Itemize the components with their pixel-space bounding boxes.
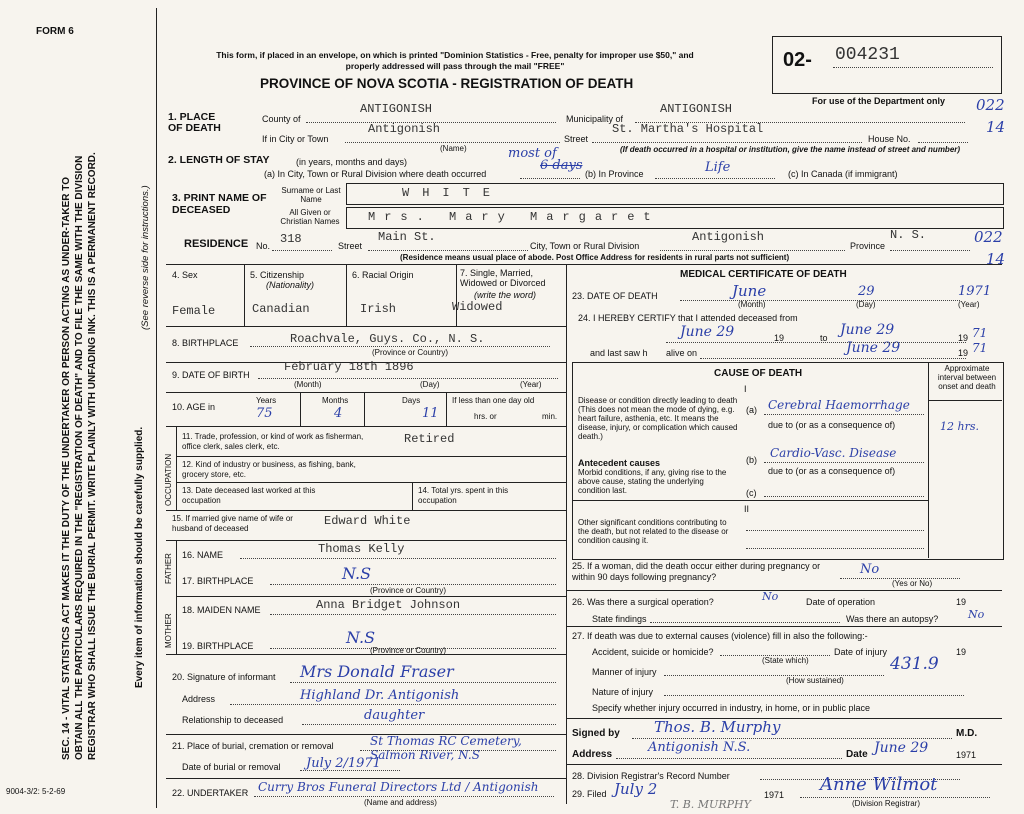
age-months-label: Months: [322, 396, 349, 405]
residence-city-label: City, Town or Rural Division: [530, 241, 640, 251]
op-year-label: 19: [956, 597, 967, 607]
signed-date: June 29: [874, 740, 929, 756]
undertaker-signature: T. B. MURPHY: [670, 798, 751, 811]
q25-sub: (Yes or No): [892, 579, 933, 588]
father-bp-label: 17. BIRTHPLACE: [182, 576, 254, 586]
stay-a-value: 6 days: [540, 158, 583, 173]
filed-year: 1971: [764, 790, 785, 800]
marital-label: 7. Single, Married, Widowed or Divorced: [460, 268, 546, 288]
municipality-value: ANTIGONISH: [660, 102, 733, 116]
mother-name-label: 18. MAIDEN NAME: [182, 605, 261, 615]
cause-a-label: (a): [746, 405, 757, 415]
stay-b-value: Life: [705, 160, 731, 175]
min-label: min.: [542, 412, 558, 421]
county-label: County of: [262, 114, 301, 124]
stay-a-label: (a) In City, Town or Rural Division where death occurred: [264, 169, 487, 179]
father-name: Thomas Kelly: [318, 542, 405, 556]
city-label: If in City or Town: [262, 134, 329, 144]
dob-year-label: (Year): [520, 380, 542, 389]
age-months-value: 4: [334, 406, 343, 421]
autopsy-value: No: [968, 608, 985, 621]
reg-number: 004231: [835, 45, 900, 65]
stay-desc: (in years, months and days): [296, 157, 408, 167]
info-notice: Every item of information should be carefully supplied.: [134, 426, 145, 688]
cause-code: 431.9: [890, 654, 939, 674]
residence-street: Main St.: [378, 230, 436, 244]
marital-value: Widowed: [452, 300, 503, 314]
cause-b-value: Cardio-Vasc. Disease: [770, 446, 897, 460]
residence-no-label: No.: [256, 241, 271, 251]
cause-title: CAUSE OF DEATH: [714, 368, 803, 379]
injury-date-label: Date of injury: [834, 647, 888, 657]
surname-value: WHITE: [402, 186, 504, 200]
hrs-label: hrs. or: [474, 412, 497, 421]
street-value: St. Martha's Hospital: [612, 122, 764, 136]
cause-b-label: (b): [746, 455, 757, 465]
dept-code-3: 022: [974, 228, 1003, 246]
citizenship-label: 5. Citizenship: [250, 270, 305, 280]
alive-yr: 71: [972, 341, 988, 355]
physician-signature: Thos. B. Murphy: [654, 718, 781, 736]
age-days-label: Days: [402, 396, 421, 405]
informant-addr-label: Address: [182, 694, 216, 704]
dod-day: 29: [858, 284, 875, 299]
residence-prov-label: Province: [850, 241, 886, 251]
dod-year-label: (Year): [958, 300, 980, 309]
state-which-label: (State which): [762, 656, 809, 665]
attended-to: June 29: [840, 322, 895, 338]
dept-code-1: 022: [976, 96, 1005, 114]
father-side-label: FATHER: [164, 553, 173, 584]
stay-label: 2. LENGTH OF STAY: [168, 154, 270, 166]
father-bp: N.S: [342, 564, 372, 583]
informant-address: Highland Dr. Antigonish: [300, 688, 460, 703]
racial-value: Irish: [360, 302, 397, 316]
burial-date: July 2/1971: [306, 756, 381, 771]
part-two: II: [744, 504, 750, 514]
dod-label: 23. DATE OF DEATH: [572, 291, 658, 301]
house-label: House No.: [868, 134, 911, 144]
last-worked-label: 13. Date deceased last worked at this occupation: [182, 486, 316, 505]
other-conditions-label: Other significant conditions contributing to the death, but not related to the disease or condition causing it.: [578, 518, 729, 545]
registrar-number-label: 28. Division Registrar's Record Number: [572, 771, 730, 781]
certify-label: 24. I HEREBY CERTIFY that I attended deceased from: [578, 313, 798, 323]
relationship-value: daughter: [364, 708, 425, 723]
registrar-signature: Anne Wilmot: [820, 774, 938, 795]
md-label: M.D.: [956, 728, 978, 739]
father-name-label: 16. NAME: [182, 550, 224, 560]
to-label: to: [820, 333, 828, 343]
nature-label: Nature of injury: [592, 687, 654, 697]
birthplace-label: 8. BIRTHPLACE: [172, 338, 239, 348]
physician-address: Antigonish N.S.: [648, 740, 751, 755]
sex-value: Female: [172, 304, 216, 318]
undertaker-value: Curry Bros Funeral Directors Ltd / Antigonish: [258, 780, 539, 794]
cause-a-value: Cerebral Haemorrhage: [768, 398, 910, 412]
surname-label: Surname or Last Name: [281, 186, 341, 204]
filed-label: 29. Filed: [572, 789, 607, 799]
total-years-label: 14. Total yrs. spent in this occupation: [418, 486, 509, 505]
stay-annotation: most of: [508, 146, 557, 161]
burial-place: St Thomas RC Cemetery, Salmon River, N.S: [370, 734, 522, 762]
signed-year: 1971: [956, 750, 977, 760]
manner-label: Manner of injury: [592, 667, 657, 677]
alive-date: June 29: [846, 340, 901, 356]
op-date-label: Date of operation: [806, 597, 876, 607]
sex-label: 4. Sex: [172, 270, 198, 280]
dod-month-label: (Month): [738, 300, 766, 309]
findings-label: State findings: [592, 614, 647, 624]
antecedent-label: Antecedent causes: [578, 458, 661, 468]
q26-label: 26. Was there a surgical operation?: [572, 597, 714, 607]
how-sustained-label: (How sustained): [786, 676, 844, 685]
margin-rule: [156, 8, 157, 808]
informant-sig-label: 20. Signature of informant: [172, 672, 276, 682]
cause-a-interval: 12 hrs.: [940, 420, 979, 433]
registration-number-box: [772, 36, 1002, 94]
trade-label: 11. Trade, profession, or kind of work as fisherman, office clerk, sales clerk, etc.: [182, 432, 364, 451]
occupation-side-label: OCCUPATION: [164, 453, 173, 506]
mother-bp-label: 19. BIRTHPLACE: [182, 641, 254, 651]
footer-code: 9004-3/2: 5-2-69: [6, 787, 66, 796]
spouse-value: Edward White: [324, 514, 411, 528]
autopsy-label: Was there an autopsy?: [846, 614, 939, 624]
where-label: Specify whether injury occurred in industry, in home, or in public place: [592, 703, 870, 713]
given-value: Mrs. Mary Margaret: [368, 210, 660, 224]
undertaker-sub: (Name and address): [364, 798, 437, 807]
medical-title: MEDICAL CERTIFICATE OF DEATH: [680, 269, 847, 280]
residence-label: RESIDENCE: [184, 238, 249, 250]
mother-name: Anna Bridget Johnson: [316, 598, 461, 612]
marital-sub: (write the word): [474, 290, 537, 300]
mother-bp-sub: (Province or Country): [370, 646, 447, 655]
accident-label: Accident, suicide or homicide?: [592, 647, 714, 657]
signed-addr-label: Address: [572, 749, 613, 760]
dob-value: February 18th 1896: [284, 360, 414, 374]
age-years-label: Years: [256, 396, 277, 405]
q25-value: No: [860, 562, 880, 577]
father-bp-sub: (Province or Country): [370, 586, 447, 595]
attended-from: June 29: [680, 324, 735, 340]
part-one: I: [744, 384, 747, 394]
mother-bp: N.S: [346, 628, 376, 647]
q27-label: 27. If death was due to external causes (violence) fill in also the following:-: [572, 631, 868, 641]
birthplace-sub: (Province or Country): [372, 348, 449, 357]
relationship-label: Relationship to deceased: [182, 715, 284, 725]
dept-code-2: 14: [986, 118, 1006, 136]
due-to-b: due to (or as a consequence of): [768, 466, 896, 476]
residence-no: 318: [280, 232, 302, 246]
age-days-value: 11: [422, 406, 439, 421]
birthplace-value: Roachvale, Guys. Co., N. S.: [290, 332, 485, 346]
street-label: Street: [564, 134, 589, 144]
trade-value: Retired: [404, 432, 455, 446]
city-value: Antigonish: [368, 122, 441, 136]
name-sublabel: (Name): [440, 144, 467, 153]
racial-label: 6. Racial Origin: [352, 270, 414, 280]
attended-to-yr-prefix: 19: [958, 333, 969, 343]
dod-day-label: (Day): [856, 300, 876, 309]
citizenship-sub: (Nationality): [266, 280, 315, 290]
page-title: PROVINCE OF NOVA SCOTIA - REGISTRATION OF DEATH: [260, 76, 634, 91]
mail-notice: This form, if placed in an envelope, on which is printed "Dominion Statistics - Free, penalty for improper use $50," and properly addressed will pass through the mail "FREE": [216, 50, 694, 71]
deceased-name-label: 3. PRINT NAME OF DECEASED: [172, 192, 267, 216]
burial-label: 21. Place of burial, cremation or removal: [172, 741, 334, 751]
given-label: All Given or Christian Names: [280, 208, 340, 226]
industry-label: 12. Kind of industry or business, as fishing, bank, grocery store, etc.: [182, 460, 356, 479]
dod-month: June: [732, 282, 767, 300]
signed-date-label: Date: [846, 749, 868, 760]
residence-city: Antigonish: [692, 230, 765, 244]
reg-prefix: 02-: [783, 49, 812, 71]
stay-b-label: (b) In Province: [585, 169, 644, 179]
antecedent-sub: Morbid conditions, if any, giving rise to the above cause, stating the underlying condition last.: [578, 468, 727, 495]
citizenship-value: Canadian: [252, 302, 310, 316]
interval-label: Approximate interval between onset and death: [937, 364, 997, 391]
alive-yr-prefix: 19: [958, 348, 969, 358]
filed-date: July 2: [614, 780, 658, 798]
dob-label: 9. DATE OF BIRTH: [172, 370, 250, 380]
informant-signature: Mrs Donald Fraser: [300, 662, 454, 681]
immediate-cause-label: Disease or condition directly leading to death (This does not mean the mode of dying, e.g. heart failure, asthenia, etc. It means the disease, injury, or complication which caused death.): [578, 396, 738, 441]
due-to-a: due to (or as a consequence of): [768, 420, 896, 430]
undertaker-label: 22. UNDERTAKER: [172, 788, 249, 798]
age-label: 10. AGE in: [172, 402, 216, 412]
registrar-sub: (Division Registrar): [852, 799, 921, 808]
form-id: FORM 6: [36, 26, 74, 37]
dept-code-4: 14: [986, 250, 1006, 268]
dob-month-label: (Month): [294, 380, 322, 389]
spouse-label: 15. If married give name of wife or husband of deceased: [172, 514, 293, 533]
duty-notice: SEC. 14 - VITAL STATISTICS ACT MAKES IT THE DUTY OF THE UNDERTAKER OR PERSON ACTING AS UNDER-TAKER TO OBTAIN ALL THE PARTICULARS REQUIRED IN THE "REGISTRATION OF DEATH" AND TO FILE THE SAME WITH THE DIVISION REGISTRAR WHO SHALL ISSUE THE BURIAL PERMIT. WRITE PLAINLY WITH UNFADING INK. THIS IS A PERMANENT RECORD.: [61, 152, 98, 760]
county-value: ANTIGONISH: [360, 102, 433, 116]
residence-prov: N. S.: [890, 228, 927, 242]
age-years-value: 75: [256, 406, 273, 421]
last-saw-label: and last saw h: [590, 348, 648, 358]
hospital-note: (If death occurred in a hospital or institution, give the name instead of street and number): [620, 145, 961, 154]
instructions-notice: (See reverse side for instructions.): [140, 185, 151, 330]
burial-date-label: Date of burial or removal: [182, 762, 281, 772]
attended-from-yr: 19: [774, 333, 785, 343]
dept-use-label: For use of the Department only: [812, 96, 946, 106]
residence-note: (Residence means usual place of abode. Post Office Address for residents in rural parts not sufficient): [400, 253, 790, 262]
dob-day-label: (Day): [420, 380, 440, 389]
stay-c-label: (c) In Canada (if immigrant): [788, 169, 898, 179]
attended-to-yr: 71: [972, 326, 988, 340]
less-than-day-label: If less than one day old: [452, 396, 535, 405]
dod-year: 1971: [958, 284, 992, 299]
injury-year-label: 19: [956, 647, 967, 657]
place-of-death-label: 1. PLACE OF DEATH: [168, 111, 221, 134]
signed-by-label: Signed by: [572, 728, 620, 739]
residence-street-label: Street: [338, 241, 363, 251]
alive-on-label: alive on: [666, 348, 698, 358]
cause-c-label: (c): [746, 488, 757, 498]
q26-value: No: [762, 590, 779, 603]
municipality-label: Municipality of: [566, 114, 624, 124]
mother-side-label: MOTHER: [164, 613, 173, 648]
q25-label: 25. If a woman, did the death occur either during pregnancy or within 90 days following pregnancy?: [572, 561, 821, 582]
